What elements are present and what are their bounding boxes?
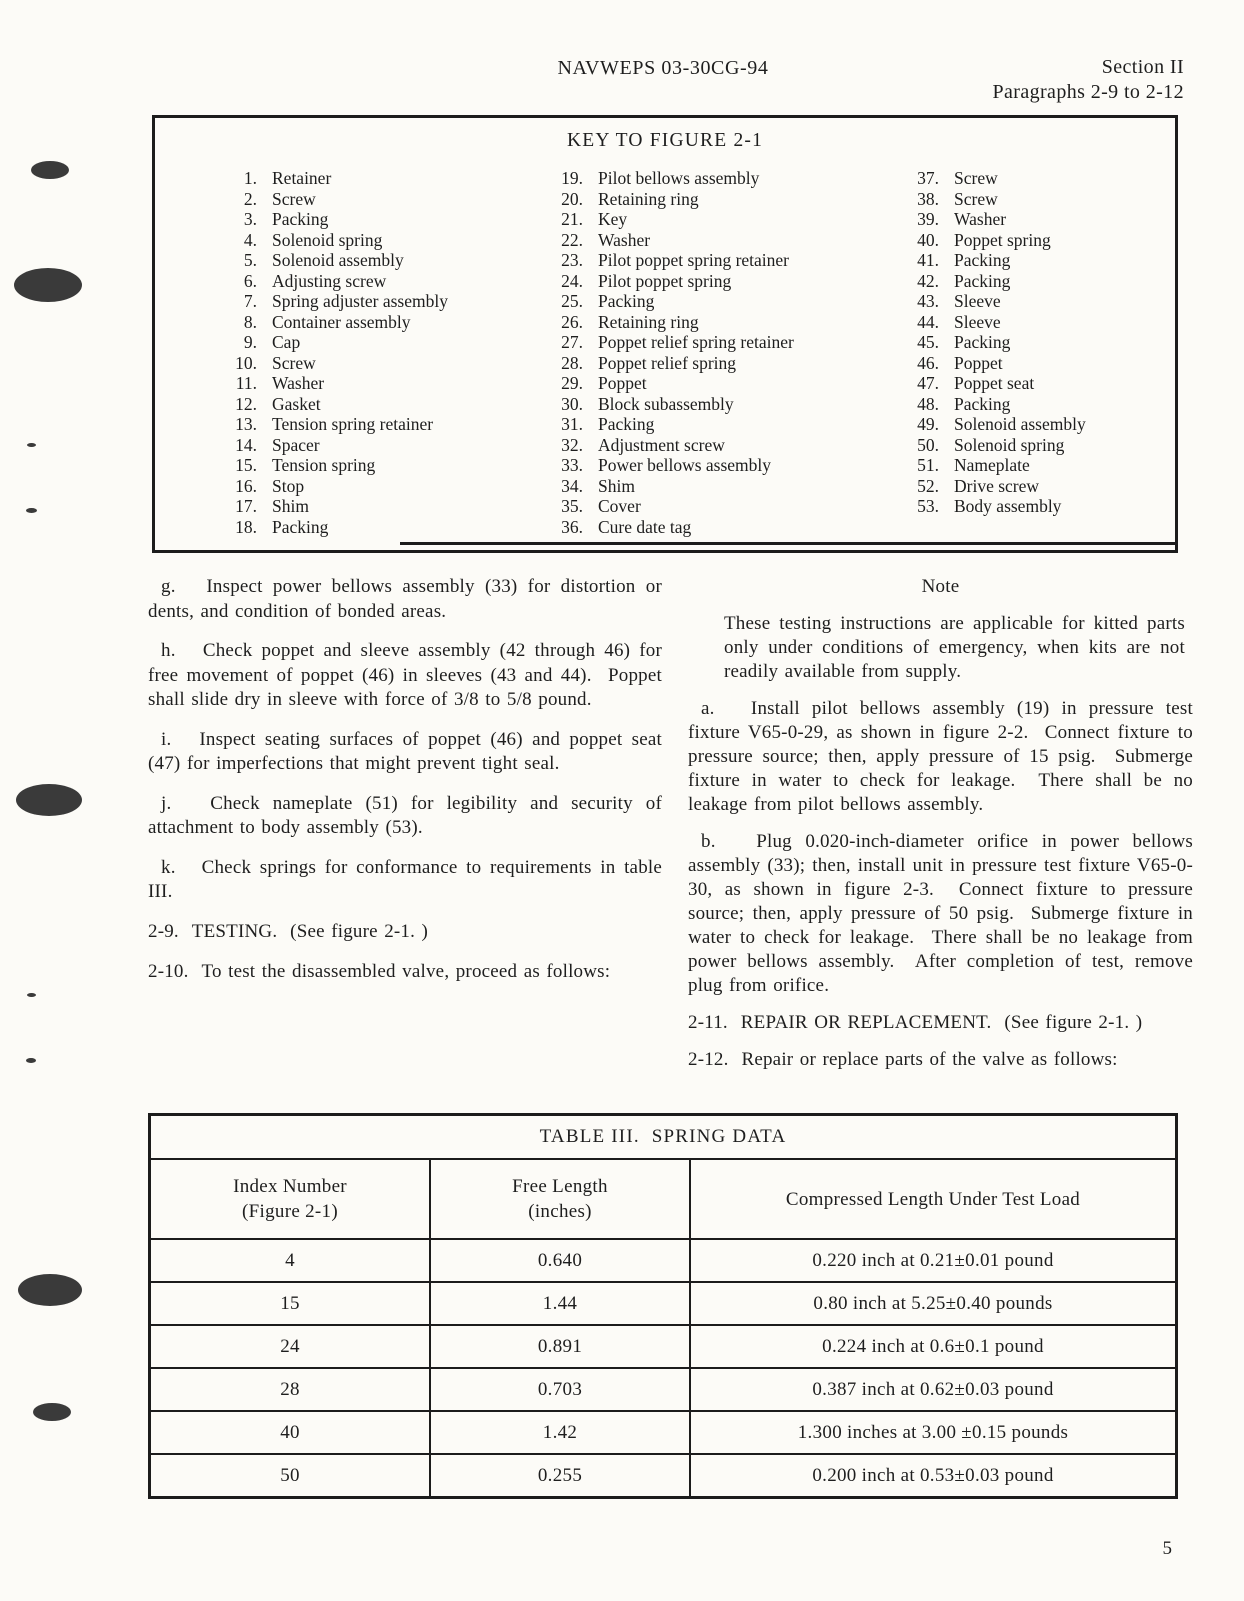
paragraph-range: Paragraphs 2-9 to 2-12: [992, 81, 1184, 103]
key-item: [547, 455, 794, 476]
key-item-label: Container assembly: [272, 311, 411, 332]
key-item-number: 23.: [561, 250, 583, 270]
binder-dot: [27, 993, 36, 997]
cell-index-number: 50: [151, 1453, 431, 1496]
key-item: [903, 209, 1086, 230]
key-item-number: 13.: [235, 414, 257, 434]
cell-free-length: 0.891: [431, 1324, 691, 1367]
key-item-number: 44.: [917, 311, 939, 332]
key-item: [903, 312, 1086, 333]
key-item: [221, 209, 448, 230]
key-item-label: Poppet seat: [954, 373, 1035, 393]
key-item-label: Body assembly: [954, 496, 1062, 516]
key-item-label: Retaining ring: [598, 311, 699, 332]
key-item-label: Poppet relief spring: [598, 352, 737, 373]
cell-index-number: 4: [151, 1238, 431, 1281]
cell-index-number: 15: [151, 1281, 431, 1324]
key-column-1: [221, 168, 448, 537]
binder-dot: [33, 1403, 71, 1421]
key-item-label: Screw: [954, 168, 998, 188]
key-item: [903, 496, 1086, 517]
body-column-right: [688, 575, 1193, 1085]
key-item-number: 40.: [917, 229, 939, 250]
key-item-label: Pilot bellows assembly: [598, 168, 760, 188]
key-item: [547, 517, 794, 538]
key-item: [547, 496, 794, 517]
paragraph-2-12: 2-12. Repair or replace parts of the valve as follows:: [688, 1049, 1118, 1070]
key-item-number: 25.: [561, 291, 583, 311]
key-item: [903, 271, 1086, 292]
key-item-number: 45.: [917, 332, 939, 352]
table-row: [151, 1410, 1175, 1453]
binder-dot: [16, 784, 82, 816]
key-item-label: Solenoid spring: [272, 229, 383, 250]
key-item-number: 49.: [917, 414, 939, 434]
key-item-label: Spacer: [272, 434, 320, 455]
note-label: Note: [921, 576, 960, 597]
key-item: [903, 373, 1086, 394]
key-item-number: 38.: [917, 188, 939, 209]
cell-index-number: 28: [151, 1367, 431, 1410]
key-item-label: Sleeve: [954, 311, 1001, 332]
key-item-label: Packing: [954, 393, 1011, 414]
key-item-number: 33.: [561, 455, 583, 475]
key-item-number: 36.: [561, 516, 583, 537]
key-item-number: 37.: [917, 168, 939, 188]
key-item-label: Adjustment screw: [598, 434, 725, 455]
key-item-number: 21.: [561, 209, 583, 229]
key-item-label: Solenoid assembly: [954, 414, 1086, 434]
key-item: [221, 414, 448, 435]
paragraph-a: a. Install pilot bellows assembly (19) in pressure test fixture V65-0-29, as shown in figure 2-2. Connect fixture to pressure source; then, apply pressure of 15 psig. Submerge fixture in water to check for leakage. There shall be no leakage from pilot bellows assembly.: [688, 698, 1193, 815]
key-item-label: Tension spring: [272, 455, 376, 475]
key-item-label: Poppet: [598, 373, 647, 393]
key-item-number: 50.: [917, 434, 939, 455]
key-item: [903, 435, 1086, 456]
key-item-number: 42.: [917, 270, 939, 291]
key-item-number: 9.: [243, 332, 257, 352]
key-item-label: Packing: [598, 291, 655, 311]
cell-compressed-length: 0.80 inch at 5.25±0.40 pounds: [691, 1281, 1175, 1324]
key-item-number: 30.: [561, 393, 583, 414]
paragraph-h: h. Check poppet and sleeve assembly (42 through 46) for free movement of poppet (46) in sleeves (43 and 44). Poppet shall slide dry in sleeve with force of 3/8 to 5/8 pound.: [148, 640, 662, 710]
cell-index-number: 24: [151, 1324, 431, 1367]
cell-index-number: 40: [151, 1410, 431, 1453]
header-line: (inches): [528, 1201, 592, 1222]
key-item: [221, 168, 448, 189]
key-item-label: Block subassembly: [598, 393, 734, 414]
key-item-number: 2.: [243, 188, 257, 209]
key-item-label: Power bellows assembly: [598, 455, 772, 475]
key-item-number: 1.: [243, 168, 257, 188]
key-item: [903, 455, 1086, 476]
paragraph-2-10: 2-10. To test the disassembled valve, proceed as follows:: [148, 961, 611, 982]
cell-free-length: 1.44: [431, 1281, 691, 1324]
key-item: [547, 291, 794, 312]
key-item-number: 16.: [235, 475, 257, 496]
key-item-number: 27.: [561, 332, 583, 352]
key-item-label: Washer: [954, 209, 1007, 229]
key-item: [547, 271, 794, 292]
column-header-free-length: [431, 1160, 691, 1238]
key-item-label: Screw: [272, 352, 316, 373]
paragraph-j: j. Check nameplate (51) for legibility and security of attachment to body assembly (53).: [148, 792, 662, 838]
key-item-label: Solenoid assembly: [272, 250, 404, 270]
key-item-number: 41.: [917, 250, 939, 270]
key-item-label: Retaining ring: [598, 188, 699, 209]
key-item-label: Tension spring retainer: [272, 414, 434, 434]
header-section-block: [992, 55, 1184, 105]
key-item-label: Screw: [954, 188, 998, 209]
doc-number: NAVWEPS 03-30CG-94: [557, 57, 769, 79]
key-item: [221, 312, 448, 333]
key-item-label: Packing: [954, 332, 1011, 352]
cell-free-length: 1.42: [431, 1410, 691, 1453]
key-item: [903, 332, 1086, 353]
body-column-left: [148, 575, 662, 1001]
cell-compressed-length: 0.220 inch at 0.21±0.01 pound: [691, 1238, 1175, 1281]
key-item-number: 35.: [561, 496, 583, 516]
key-item: [547, 312, 794, 333]
key-item-number: 20.: [561, 188, 583, 209]
key-item-number: 26.: [561, 311, 583, 332]
key-item: [547, 332, 794, 353]
key-item: [221, 189, 448, 210]
key-item: [547, 373, 794, 394]
key-item: [221, 517, 448, 538]
key-item-number: 51.: [917, 455, 939, 475]
table-row: [151, 1324, 1175, 1367]
key-item-label: Spring adjuster assembly: [272, 291, 448, 311]
key-item-number: 48.: [917, 393, 939, 414]
key-column-3: [903, 168, 1086, 517]
key-item: [221, 332, 448, 353]
key-item-label: Packing: [954, 270, 1011, 291]
key-item-number: 31.: [561, 414, 583, 434]
key-box-title: KEY TO FIGURE 2-1: [566, 130, 764, 151]
paragraph-g: g. Inspect power bellows assembly (33) for distortion or dents, and condition of bonded areas.: [148, 576, 662, 622]
key-item-label: Pilot poppet spring retainer: [598, 250, 790, 270]
key-item: [903, 168, 1086, 189]
table-row: [151, 1367, 1175, 1410]
key-item-label: Nameplate: [954, 455, 1030, 475]
key-item: [221, 476, 448, 497]
key-item-label: Screw: [272, 188, 316, 209]
key-item-label: Poppet: [954, 352, 1003, 373]
key-item: [547, 189, 794, 210]
header-line: Free Length: [512, 1176, 608, 1197]
paragraph-i: i. Inspect seating surfaces of poppet (46) and poppet seat (47) for imperfections that might prevent tight seal.: [148, 728, 662, 774]
key-item: [547, 209, 794, 230]
key-item: [903, 291, 1086, 312]
table-row: [151, 1238, 1175, 1281]
key-item: [547, 230, 794, 251]
cell-free-length: 0.703: [431, 1367, 691, 1410]
key-item-number: 15.: [235, 455, 257, 475]
key-item: [547, 394, 794, 415]
key-item: [903, 230, 1086, 251]
key-item-number: 5.: [243, 250, 257, 270]
paragraph-k: k. Check springs for conformance to requirements in table III.: [148, 856, 662, 902]
key-item: [221, 250, 448, 271]
key-item-label: Washer: [598, 229, 651, 250]
key-item-label: Pilot poppet spring: [598, 270, 732, 291]
table-title: TABLE III. SPRING DATA: [151, 1116, 1175, 1160]
key-item-number: 43.: [917, 291, 939, 311]
binder-dot: [18, 1274, 82, 1306]
key-item-number: 7.: [243, 291, 257, 311]
key-item: [547, 435, 794, 456]
key-item-label: Poppet relief spring retainer: [598, 332, 794, 352]
key-item-label: Poppet spring: [954, 229, 1051, 250]
key-item-label: Packing: [272, 209, 329, 229]
spring-data-table: [148, 1113, 1178, 1499]
key-item-number: 12.: [235, 393, 257, 414]
key-item: [903, 394, 1086, 415]
key-item: [547, 353, 794, 374]
key-item-label: Packing: [598, 414, 655, 434]
cell-compressed-length: 1.300 inches at 3.00 ±0.15 pounds: [691, 1410, 1175, 1453]
header-line: (Figure 2-1): [242, 1201, 338, 1222]
key-item: [221, 353, 448, 374]
key-item: [547, 250, 794, 271]
cell-compressed-length: 0.224 inch at 0.6±0.1 pound: [691, 1324, 1175, 1367]
binder-dot: [14, 268, 82, 302]
scan-artifact-line: [400, 542, 1176, 545]
key-item-number: 17.: [235, 496, 257, 516]
page-number: 5: [1162, 1538, 1172, 1559]
key-item-label: Adjusting screw: [272, 270, 387, 291]
key-item: [221, 291, 448, 312]
key-item-number: 10.: [235, 352, 257, 373]
key-item-label: Drive screw: [954, 475, 1040, 496]
key-item: [903, 414, 1086, 435]
key-item-number: 22.: [561, 229, 583, 250]
key-item-number: 6.: [243, 270, 257, 291]
heading-2-9: 2-9. TESTING. (See figure 2-1. ): [148, 920, 429, 942]
key-item-label: Shim: [598, 475, 635, 496]
section-label: Section II: [1101, 56, 1184, 78]
binder-dot: [31, 161, 69, 179]
key-item-number: 34.: [561, 475, 583, 496]
key-item-label: Packing: [954, 250, 1011, 270]
key-item-number: 24.: [561, 270, 583, 291]
key-item-label: Sleeve: [954, 291, 1001, 311]
cell-free-length: 0.255: [431, 1453, 691, 1496]
key-item: [221, 271, 448, 292]
key-item: [221, 496, 448, 517]
key-item: [221, 455, 448, 476]
key-item-number: 3.: [243, 209, 257, 229]
key-item-label: Stop: [272, 475, 305, 496]
key-item-number: 14.: [235, 434, 257, 455]
note-body: These testing instructions are applicable for kitted parts only under conditions of emergency, when kits are not readily available from supply.: [724, 613, 1185, 682]
key-item-number: 8.: [243, 311, 257, 332]
key-item-label: Packing: [272, 516, 329, 537]
key-item: [221, 394, 448, 415]
heading-2-11: 2-11. REPAIR OR REPLACEMENT. (See figure 2-1. ): [688, 1012, 1143, 1033]
key-item-label: Cap: [272, 332, 301, 352]
cell-free-length: 0.640: [431, 1238, 691, 1281]
table-row: [151, 1453, 1175, 1496]
key-item: [903, 476, 1086, 497]
key-item-label: Shim: [272, 496, 309, 516]
key-item: [547, 476, 794, 497]
column-header-compressed-length: [691, 1160, 1175, 1238]
key-item-number: 46.: [917, 352, 939, 373]
key-item: [221, 373, 448, 394]
key-item-number: 19.: [561, 168, 583, 188]
key-item-number: 11.: [235, 373, 257, 393]
key-item-label: Cure date tag: [598, 516, 692, 537]
key-item: [903, 189, 1086, 210]
key-item-number: 29.: [561, 373, 583, 393]
key-item-label: Gasket: [272, 393, 321, 414]
binder-dot: [27, 443, 36, 447]
key-item: [221, 435, 448, 456]
key-item-number: 4.: [243, 229, 257, 250]
key-column-2: [547, 168, 794, 537]
key-item-label: Retainer: [272, 168, 332, 188]
key-item-label: Solenoid spring: [954, 434, 1065, 455]
key-item-number: 47.: [917, 373, 939, 393]
key-item-number: 28.: [561, 352, 583, 373]
paragraph-b: b. Plug 0.020-inch-diameter orifice in power bellows assembly (33); then, install unit in pressure test fixture V65-0-30, as shown in figure 2-3. Connect fixture to pressure source; then, apply pressure of 50 psig. Submerge fixture in water to check for leakage. There shall be no leakage from power bellows assembly. After completion of test, remove plug from orifice.: [688, 831, 1193, 996]
key-item: [903, 250, 1086, 271]
key-item: [547, 414, 794, 435]
key-item-label: Key: [598, 209, 628, 229]
binder-dot: [26, 508, 37, 513]
key-item-label: Washer: [272, 373, 325, 393]
key-item-number: 52.: [917, 475, 939, 496]
key-item: [221, 230, 448, 251]
header-line: Compressed Length Under Test Load: [785, 1188, 1081, 1210]
key-item-number: 39.: [917, 209, 939, 229]
column-header-index-number: [151, 1160, 431, 1238]
key-item: [547, 168, 794, 189]
cell-compressed-length: 0.200 inch at 0.53±0.03 pound: [691, 1453, 1175, 1496]
cell-compressed-length: 0.387 inch at 0.62±0.03 pound: [691, 1367, 1175, 1410]
key-item-number: 53.: [917, 496, 939, 516]
key-item-number: 18.: [235, 516, 257, 537]
key-item: [903, 353, 1086, 374]
key-item-number: 32.: [561, 434, 583, 455]
binder-dot: [26, 1058, 36, 1063]
table-header-row: [151, 1160, 1175, 1238]
key-to-figure-box: [152, 115, 1178, 553]
table-body: [151, 1238, 1175, 1496]
table-row: [151, 1281, 1175, 1324]
header-line: Index Number: [233, 1176, 347, 1197]
key-item-label: Cover: [598, 496, 641, 516]
